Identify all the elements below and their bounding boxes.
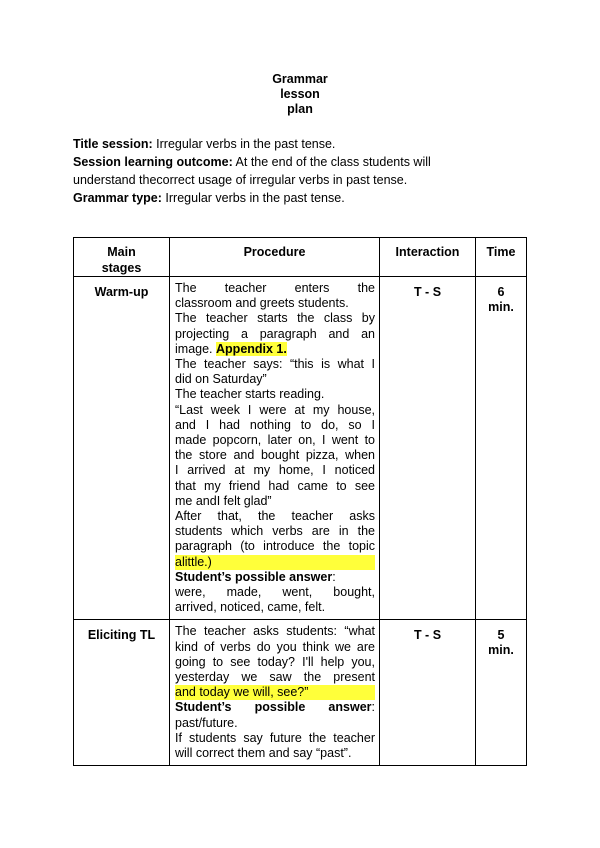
procedure-line: The teacher asks students: “what bbox=[175, 624, 375, 639]
table-row bbox=[74, 277, 527, 620]
header-main-stages: Main stages bbox=[74, 238, 170, 277]
grammar-type: Grammar type: Irregular verbs in the past tense. bbox=[73, 191, 345, 205]
title-line: plan bbox=[287, 102, 313, 116]
learning-outcome-cont: understand thecorrect usage of irregular verbs in past tense. bbox=[73, 173, 408, 187]
procedure-line-highlight: alittle.) bbox=[175, 555, 375, 570]
procedure-line: The teacher says: “this is what I bbox=[175, 357, 375, 372]
document-title bbox=[0, 72, 600, 117]
procedure-line: The teacher starts reading. bbox=[175, 387, 325, 402]
procedure-line: classroom and greets students. bbox=[175, 296, 349, 311]
procedure-line: paragraph (to introduce the topic bbox=[175, 539, 375, 554]
procedure-line: kind of verbs do you think we are bbox=[175, 639, 375, 654]
table-header-row bbox=[74, 238, 527, 277]
procedure-line: The teacher enters the bbox=[175, 281, 375, 295]
stage-cell: Eliciting TL bbox=[74, 620, 170, 766]
procedure-line: will correct them and say “past”. bbox=[175, 746, 352, 761]
procedure-line: “Last week I were at my house, bbox=[175, 402, 375, 417]
interaction-cell: T - S bbox=[380, 277, 476, 620]
answer-label-line: Student’s possible answer: bbox=[175, 700, 375, 715]
procedure-line: that my friend had came to see bbox=[175, 478, 375, 493]
procedure-line: going to see today? I'll help you, bbox=[175, 654, 375, 669]
procedure-line: arrived, noticed, came, felt. bbox=[175, 600, 326, 615]
procedure-line: the store and bought pizza, when bbox=[175, 448, 375, 463]
learning-outcome: Session learning outcome: At the end of the class students will bbox=[73, 155, 431, 169]
procedure-cell bbox=[170, 277, 380, 620]
time-unit: min. bbox=[488, 643, 514, 658]
procedure-line: did on Saturday” bbox=[175, 372, 267, 387]
stage-cell: Warm-up bbox=[74, 277, 170, 620]
procedure-line: If students say future the teacher bbox=[175, 730, 375, 745]
procedure-line: image. Appendix 1. bbox=[175, 341, 287, 356]
procedure-line: past/future. bbox=[175, 715, 238, 730]
procedure-line: me andI felt glad” bbox=[175, 493, 272, 508]
header-procedure: Procedure bbox=[170, 238, 380, 277]
interaction-cell: T - S bbox=[380, 620, 476, 766]
procedure-line: made popcorn, later on, I went to bbox=[175, 433, 375, 448]
procedure-line: students which verbs are in the bbox=[175, 524, 375, 539]
procedure-line: The teacher starts the class by bbox=[175, 311, 375, 326]
title-line: Grammar bbox=[272, 72, 328, 86]
procedure-line: After that, the teacher asks bbox=[175, 509, 375, 524]
session-info bbox=[73, 135, 533, 207]
title-session: Title session: Irregular verbs in the past tense. bbox=[73, 137, 336, 151]
procedure-line: and I had nothing to do, so I bbox=[175, 417, 375, 432]
procedure-line: I arrived at my home, I noticed bbox=[175, 463, 375, 478]
time-value: 5 bbox=[497, 628, 505, 643]
time-cell bbox=[476, 277, 527, 620]
lesson-plan-table bbox=[73, 237, 527, 766]
time-unit: min. bbox=[488, 300, 514, 314]
appendix-highlight: Appendix 1. bbox=[216, 341, 287, 356]
procedure-line-highlight: and today we will, see?” bbox=[175, 685, 375, 700]
answer-label-line: Student’s possible answer: bbox=[175, 569, 336, 584]
time-value: 6 bbox=[497, 285, 505, 299]
procedure-cell bbox=[170, 620, 380, 766]
header-time: Time bbox=[476, 238, 527, 277]
procedure-line: projecting a paragraph and an bbox=[175, 326, 375, 341]
title-line: lesson bbox=[280, 87, 320, 101]
header-interaction: Interaction bbox=[380, 238, 476, 277]
procedure-line: were, made, went, bought, bbox=[175, 585, 375, 600]
time-cell bbox=[476, 620, 527, 766]
procedure-line: yesterday we saw the present bbox=[175, 670, 375, 685]
table-row bbox=[74, 620, 527, 766]
